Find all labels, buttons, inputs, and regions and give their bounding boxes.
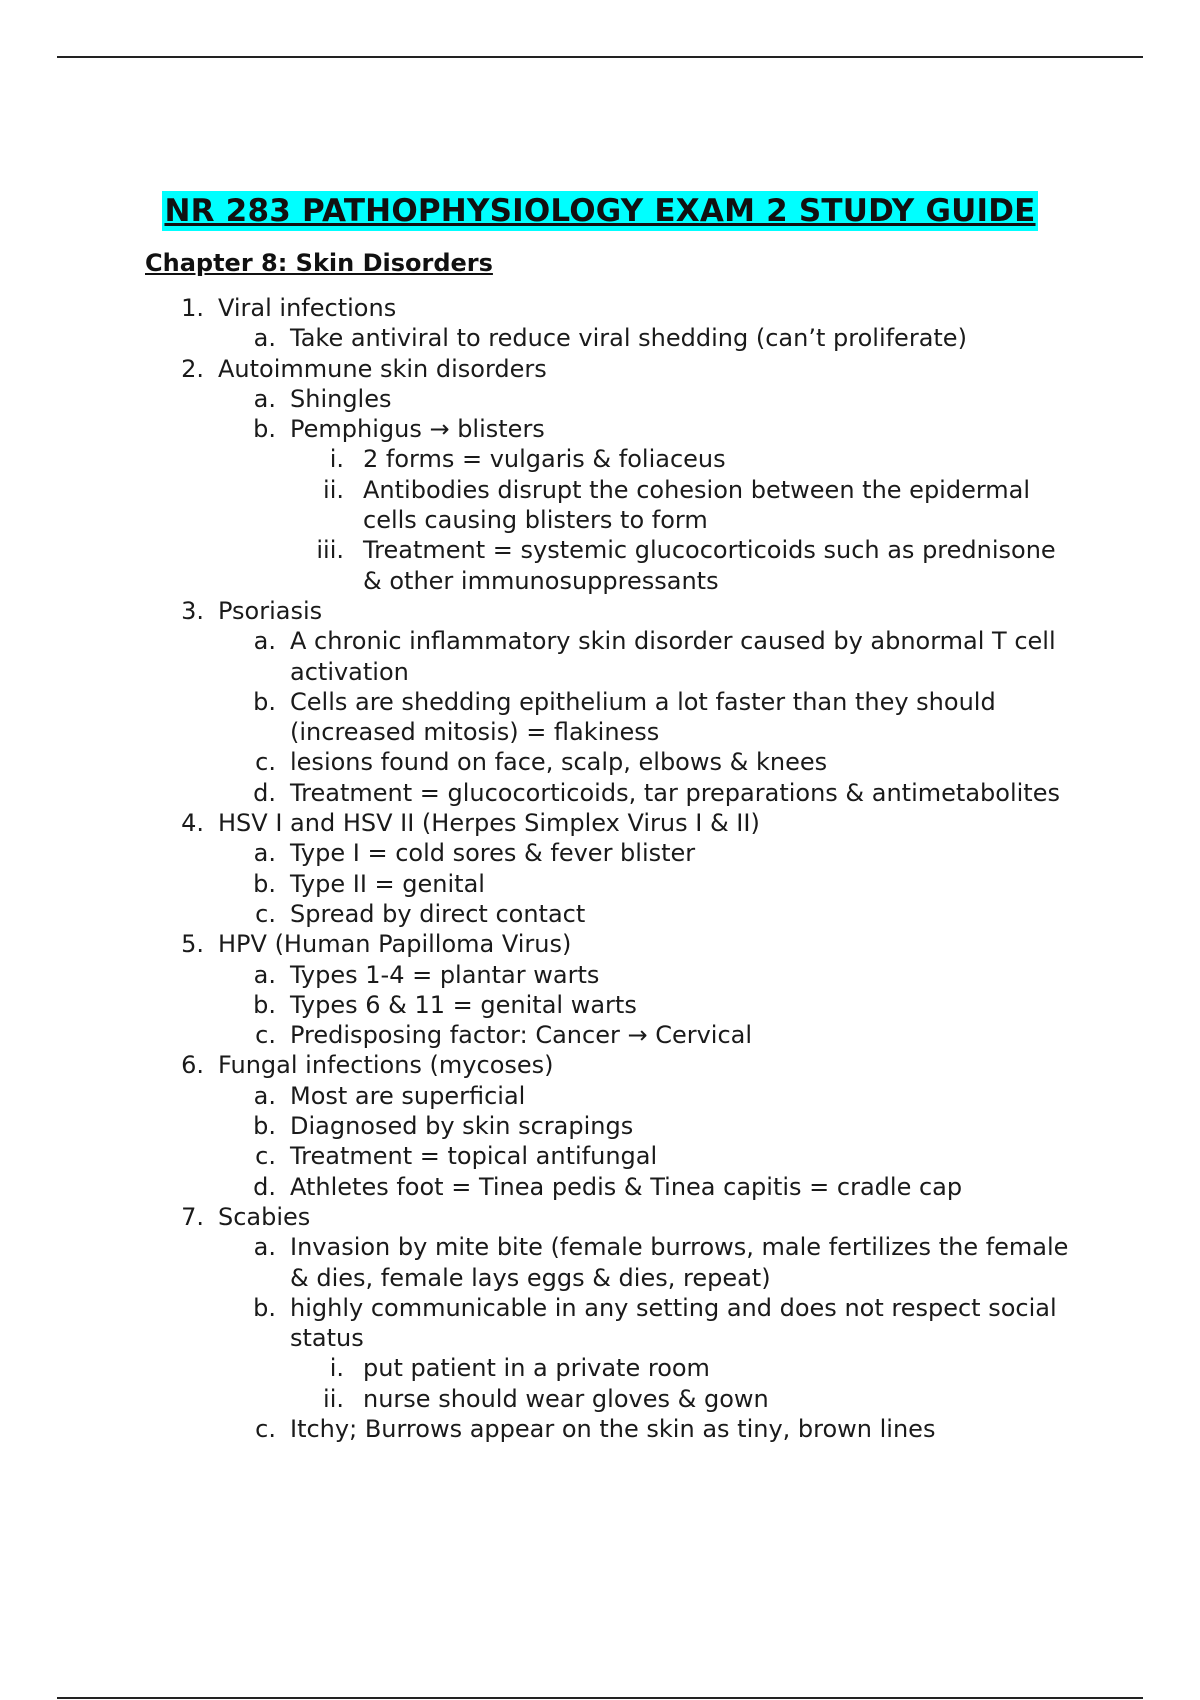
- list-item: [0, 384, 1200, 414]
- list-marker: c.: [255, 899, 276, 928]
- list-item: [0, 444, 1200, 474]
- list-marker: b.: [253, 415, 276, 444]
- list-item: [0, 990, 1200, 1020]
- list-marker: i.: [329, 1354, 344, 1383]
- list-marker: a.: [253, 1233, 276, 1262]
- list-marker: c.: [255, 748, 276, 777]
- list-marker: 5.: [181, 930, 204, 959]
- list-item-continuation: [0, 1323, 1200, 1353]
- list-item: [0, 535, 1200, 565]
- list-item-text: Treatment = topical antifungal: [290, 1142, 658, 1171]
- list-item: [0, 960, 1200, 990]
- list-marker: a.: [253, 324, 276, 353]
- list-item: [0, 929, 1200, 959]
- list-item-text: Types 6 & 11 = genital warts: [290, 990, 637, 1019]
- list-item: [0, 1141, 1200, 1171]
- list-item: [0, 687, 1200, 717]
- list-item-continuation: [0, 657, 1200, 687]
- list-item-text: HPV (Human Papilloma Virus): [218, 930, 572, 959]
- list-item-text: Itchy; Burrows appear on the skin as tiny, brown lines: [290, 1414, 936, 1443]
- list-item-text: Take antiviral to reduce viral shedding (can’t proliferate): [290, 324, 967, 353]
- list-item-text: activation: [290, 657, 409, 686]
- list-item-text: Treatment = glucocorticoids, tar preparations & antimetabolites: [290, 778, 1060, 807]
- list-marker: b.: [253, 687, 276, 716]
- list-item: [0, 626, 1200, 656]
- list-marker: ii.: [323, 1384, 344, 1413]
- list-item: [0, 1232, 1200, 1262]
- list-item: [0, 899, 1200, 929]
- page-title: NR 283 PATHOPHYSIOLOGY EXAM 2 STUDY GUIDE: [164, 193, 1036, 229]
- list-item-text: Invasion by mite bite (female burrows, male fertilizes the female: [290, 1233, 1069, 1262]
- top-rule: [57, 56, 1143, 58]
- list-marker: iii.: [316, 536, 344, 565]
- list-item-text: Athletes foot = Tinea pedis & Tinea capitis = cradle cap: [290, 1172, 963, 1201]
- list-item-text: Autoimmune skin disorders: [218, 354, 547, 383]
- list-marker: b.: [253, 1293, 276, 1322]
- list-item-text: Pemphigus → blisters: [290, 415, 545, 444]
- list-item: [0, 869, 1200, 899]
- list-item: [0, 1384, 1200, 1414]
- list-item-continuation: [0, 1263, 1200, 1293]
- list-item: [0, 354, 1200, 384]
- list-item-text: Antibodies disrupt the cohesion between the epidermal: [363, 475, 1031, 504]
- list-marker: 1.: [181, 294, 204, 322]
- list-item-continuation: [0, 566, 1200, 596]
- list-item: [0, 1111, 1200, 1141]
- list-item-text: (increased mitosis) = flakiness: [290, 718, 660, 747]
- list-item-text: Diagnosed by skin scrapings: [290, 1112, 634, 1141]
- list-item-text: Fungal infections (mycoses): [218, 1051, 554, 1080]
- list-item: [0, 808, 1200, 838]
- list-item: [0, 293, 1200, 323]
- list-item: [0, 838, 1200, 868]
- list-item: [0, 1050, 1200, 1080]
- list-item-text: Spread by direct contact: [290, 899, 586, 928]
- list-marker: b.: [253, 1112, 276, 1141]
- list-item-text: Type II = genital: [290, 869, 485, 898]
- list-item: [0, 475, 1200, 505]
- list-item: [0, 1293, 1200, 1323]
- list-marker: a.: [253, 384, 276, 413]
- list-item: [0, 414, 1200, 444]
- list-item: [0, 596, 1200, 626]
- list-marker: 4.: [181, 809, 204, 838]
- list-marker: b.: [253, 869, 276, 898]
- list-marker: a.: [253, 960, 276, 989]
- list-item-text: Viral infections: [218, 294, 397, 322]
- list-item: [0, 1081, 1200, 1111]
- study-outline: [0, 293, 1200, 1444]
- list-item-text: A chronic inflammatory skin disorder caused by abnormal T cell: [290, 627, 1056, 656]
- list-marker: d.: [253, 1172, 276, 1201]
- list-marker: ii.: [323, 475, 344, 504]
- list-item-text: highly communicable in any setting and does not respect social: [290, 1293, 1057, 1322]
- list-marker: 2.: [181, 354, 204, 383]
- list-item-text: Shingles: [290, 384, 392, 413]
- list-item: [0, 1353, 1200, 1383]
- list-marker: 3.: [181, 596, 204, 625]
- list-item-text: Psoriasis: [218, 596, 323, 625]
- list-item-text: Types 1-4 = plantar warts: [290, 960, 600, 989]
- list-marker: a.: [253, 839, 276, 868]
- list-item: [0, 1202, 1200, 1232]
- list-marker: d.: [253, 778, 276, 807]
- list-marker: b.: [253, 990, 276, 1019]
- list-item: [0, 1414, 1200, 1444]
- list-item-text: & dies, female lays eggs & dies, repeat): [290, 1263, 771, 1292]
- list-item-text: 2 forms = vulgaris & foliaceus: [363, 445, 726, 474]
- list-item-text: nurse should wear gloves & gown: [363, 1384, 769, 1413]
- list-item: [0, 1172, 1200, 1202]
- list-item-text: status: [290, 1324, 364, 1353]
- list-item-text: put patient in a private room: [363, 1354, 710, 1383]
- list-item-text: cells causing blisters to form: [363, 506, 708, 535]
- list-item-text: Treatment = systemic glucocorticoids such as prednisone: [363, 536, 1056, 565]
- list-marker: a.: [253, 627, 276, 656]
- bottom-rule: [57, 1697, 1143, 1699]
- list-marker: a.: [253, 1081, 276, 1110]
- list-item: [0, 323, 1200, 353]
- list-item: [0, 1020, 1200, 1050]
- list-item-continuation: [0, 717, 1200, 747]
- list-item-continuation: [0, 505, 1200, 535]
- list-item: [0, 778, 1200, 808]
- list-marker: c.: [255, 1142, 276, 1171]
- list-item-text: Most are superficial: [290, 1081, 526, 1110]
- list-item-text: HSV I and HSV II (Herpes Simplex Virus I & II): [218, 809, 760, 838]
- list-marker: 7.: [181, 1202, 204, 1231]
- list-marker: i.: [329, 445, 344, 474]
- chapter-heading: Chapter 8: Skin Disorders: [145, 249, 493, 277]
- list-item-text: lesions found on face, scalp, elbows & knees: [290, 748, 828, 777]
- list-item-text: Predisposing factor: Cancer → Cervical: [290, 1021, 753, 1050]
- list-item-text: Type I = cold sores & fever blister: [290, 839, 696, 868]
- list-marker: 6.: [181, 1051, 204, 1080]
- list-item-text: & other immunosuppressants: [363, 566, 719, 595]
- title-container: [0, 191, 1200, 231]
- list-marker: c.: [255, 1021, 276, 1050]
- list-item: [0, 747, 1200, 777]
- list-item-text: Scabies: [218, 1202, 311, 1231]
- list-item-text: Cells are shedding epithelium a lot faster than they should: [290, 687, 996, 716]
- list-marker: c.: [255, 1414, 276, 1443]
